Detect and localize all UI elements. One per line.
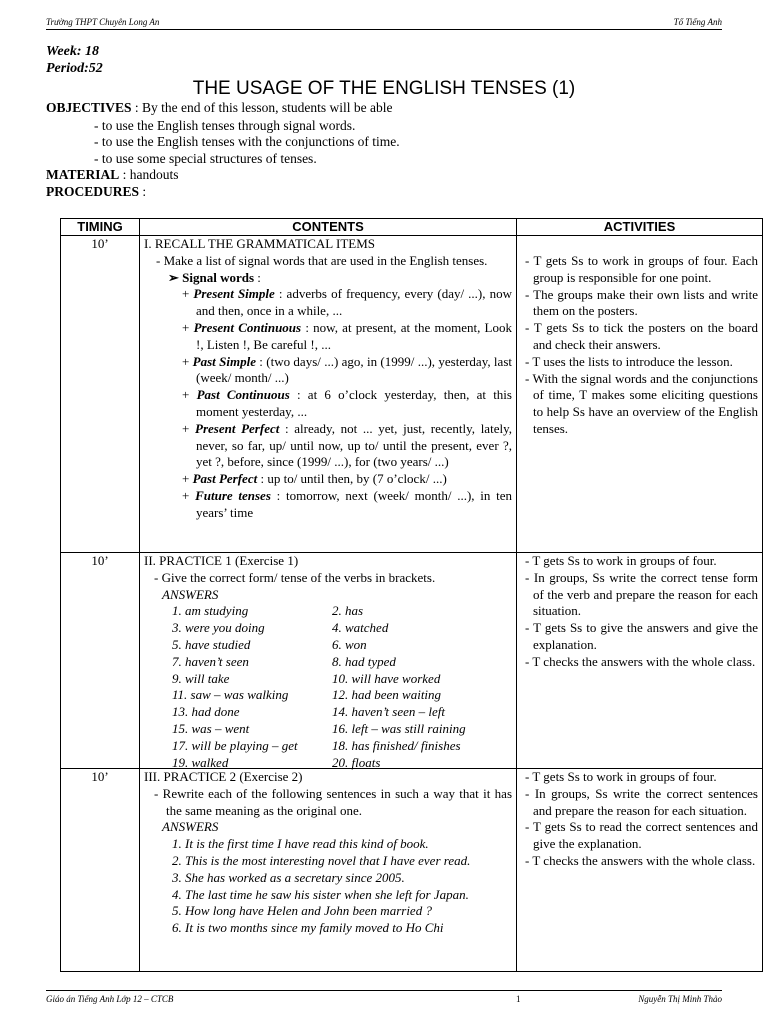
objectives-label: OBJECTIVES [46, 100, 132, 115]
section-task: - Give the correct form/ tense of the verbs in brackets. [154, 569, 436, 585]
footer-course: Giáo án Tiếng Anh Lớp 12 – CTCB [46, 994, 174, 1004]
activity-item: - T gets Ss to give the answers and give the explanation. [525, 620, 758, 652]
tense-item: + Past Continuous : at 6 o’clock yesterday, then, at this moment yesterday, ... [182, 387, 512, 419]
tense-item: + Present Perfect : already, not ... yet, just, recently, lately, never, so far, up/ until now, up to/ until the present, ever ?, yet ?, before, since (1999/ ...), for (two years/ ...) [182, 420, 512, 470]
col-timing-header: TIMING [61, 219, 140, 236]
answer-item: 13. had done [172, 704, 240, 720]
activity-item: - T gets Ss to work in groups of four. [525, 553, 717, 568]
answers-label: ANSWERS [162, 586, 219, 602]
answer-item: 5. How long have Helen and John been married ? [172, 903, 432, 919]
tense-signals: : up to/ until then, by (7 o’clock/ ...) [257, 471, 447, 487]
tense-signals: : already, not ... yet, just, recently, lately, never, so far, up/ until now, up to/ until the present, ever ?, yet ?, before, since (1999/ ...), for (two years/ ...) [196, 420, 512, 470]
page-title: THE USAGE OF THE ENGLISH TENSES (1) [192, 78, 576, 99]
timing-cell: 10’ [61, 553, 140, 769]
procedures-value: : [139, 184, 147, 199]
answer-item: 1. It is the first time I have read this kind of book. [172, 836, 429, 852]
activity-item: - T gets Ss to work in groups of four. Each group is responsible for one point. [525, 253, 758, 285]
signal-words-colon: : [254, 269, 261, 285]
page-header [46, 17, 722, 30]
section-heading: III. PRACTICE 2 (Exercise 2) [144, 769, 303, 784]
answer-item: 4. watched [332, 620, 389, 636]
tense-item: + Past Simple : (two days/ ...) ago, in (1999/ ...), yesterday, last (week/ month/ ...) [182, 353, 512, 386]
tense-name: Past Perfect [192, 471, 258, 487]
answers-label: ANSWERS [162, 819, 219, 835]
tense-item: + Present Simple : adverbs of frequency, every (day/ ...), now and then, once in a while, ... [182, 286, 512, 319]
objectives-intro: : By the end of this lesson, students will be able [131, 100, 393, 115]
material [46, 167, 179, 183]
tense-name: Past Simple [192, 353, 256, 369]
activity-item: - The groups make their own lists and write them on the posters. [525, 286, 758, 319]
answer-item: 3. were you doing [172, 620, 265, 636]
objective-item: - to use the English tenses with the conjunctions of time. [94, 134, 400, 149]
material-value: : handouts [119, 167, 179, 182]
activities-cell [517, 236, 763, 553]
page-number: 1 [516, 994, 521, 1004]
tense-signals: : now, at present, at the moment, Look !, Listen !, Be careful !, ... [196, 319, 512, 352]
activity-item: - In groups, Ss write the correct tense form of the verb and prepare the reason for each situation. [525, 569, 758, 619]
procedures-label: PROCEDURES [46, 184, 140, 199]
table-row [61, 553, 763, 769]
table-row [61, 769, 763, 972]
tense-name: Present Simple [193, 286, 275, 302]
tense-item: + Present Continuous : now, at present, at the moment, Look !, Listen !, Be careful !, ... [182, 319, 512, 352]
table-header-row [61, 219, 763, 236]
tense-name: Past Continuous [196, 387, 290, 403]
answer-item: 18. has finished/ finishes [332, 737, 461, 753]
answer-item: 14. haven’t seen – left [332, 704, 445, 720]
objective-item: - to use some special structures of tenses. [94, 151, 317, 166]
activity-item: - T checks the answers with the whole class. [525, 653, 756, 669]
tense-signals: : (two days/ ...) ago, in (1999/ ...), yesterday, last (week/ month/ ...) [196, 353, 512, 386]
answers-grid [144, 603, 512, 771]
answer-item: 11. saw – was walking [172, 687, 289, 703]
answer-item: 2. has [332, 603, 364, 619]
section-task: - Make a list of signal words that are used in the English tenses. [156, 252, 488, 268]
tense-item: + Future tenses : tomorrow, next (week/ month/ ...), in ten years’ time [182, 487, 512, 520]
section-heading: II. PRACTICE 1 (Exercise 1) [144, 553, 299, 568]
table-row [61, 236, 763, 553]
footer-author: Nguyễn Thị Minh Thảo [638, 994, 722, 1004]
activity-item: - T uses the lists to introduce the lesson. [525, 353, 733, 369]
activity-item: - In groups, Ss write the correct sentences and prepare the reason for each situation. [525, 785, 758, 818]
period-label: Period:52 [46, 61, 103, 76]
tense-name: Future tenses [195, 487, 271, 503]
contents-cell [140, 769, 517, 972]
section-heading: I. RECALL THE GRAMMATICAL ITEMS [144, 236, 375, 251]
procedures [46, 184, 146, 200]
answer-item: 10. will have worked [332, 670, 441, 686]
answer-item: 6. It is two months since my family moved to Ho Chi [172, 920, 444, 936]
activity-item: - T gets Ss to work in groups of four. [525, 769, 717, 784]
signal-words-label: ➢ Signal words [168, 269, 255, 285]
signal-words [144, 270, 512, 287]
answer-item: 16. left – was still raining [332, 720, 466, 736]
week-label: Week: 18 [46, 44, 99, 59]
page-footer [46, 990, 722, 1008]
answer-item: 17. will be playing – get [172, 737, 298, 753]
answer-item: 3. She has worked as a secretary since 2005. [172, 869, 405, 885]
contents-cell [140, 553, 517, 769]
tense-name: Present Perfect [195, 420, 280, 436]
section-task: - Rewrite each of the following sentences in such a way that it has the same meaning as the original one. [154, 785, 512, 818]
answer-item: 2. This is the most interesting novel that I have ever read. [172, 852, 471, 868]
answer-item: 15. was – went [172, 720, 250, 736]
material-label: MATERIAL [46, 167, 120, 182]
activity-item: - T checks the answers with the whole class. [525, 852, 756, 868]
tense-signals: : adverbs of frequency, every (day/ ...), now and then, once in a while, ... [196, 286, 512, 319]
contents-cell [140, 236, 517, 553]
objective-item: - to use the English tenses through signal words. [94, 118, 356, 133]
tense-signals: : tomorrow, next (week/ month/ ...), in ten years’ time [196, 487, 512, 520]
department-name: Tổ Tiếng Anh [673, 17, 722, 27]
answer-item: 19. walked [172, 754, 229, 770]
tense-item: + Past Perfect : up to/ until then, by (7 o’clock/ ...) [182, 471, 447, 487]
activities-cell [517, 769, 763, 972]
tense-name: Present Continuous [193, 319, 302, 335]
timing-cell: 10’ [61, 236, 140, 553]
answer-item: 20. floats [332, 754, 381, 770]
answer-item: 12. had been waiting [332, 687, 442, 703]
activities-cell [517, 553, 763, 769]
tense-signals: : at 6 o’clock yesterday, then, at this moment yesterday, ... [196, 387, 512, 419]
answer-item: 6. won [332, 636, 367, 652]
objectives [46, 100, 393, 116]
activity-item: - T gets Ss to tick the posters on the board and check their answers. [525, 320, 758, 352]
answer-item: 9. will take [172, 670, 230, 686]
answer-item: 4. The last time he saw his sister when she left for Japan. [172, 886, 469, 902]
col-contents-header: CONTENTS [140, 219, 517, 236]
answer-item: 5. have studied [172, 636, 251, 652]
answer-item: 7. haven’t seen [172, 653, 249, 669]
lesson-table [60, 218, 763, 972]
answer-item: 1. am studying [172, 603, 249, 619]
activity-item: - T gets Ss to read the correct sentences and give the explanation. [525, 819, 758, 852]
activity-item: - With the signal words and the conjunctions of time, T makes some eliciting questions to help Ss have an overview of the English tenses. [525, 370, 758, 436]
answer-item: 8. had typed [332, 653, 396, 669]
timing-cell: 10’ [61, 769, 140, 972]
col-activities-header: ACTIVITIES [517, 219, 763, 236]
school-name: Trường THPT Chuyên Long An [46, 17, 160, 27]
